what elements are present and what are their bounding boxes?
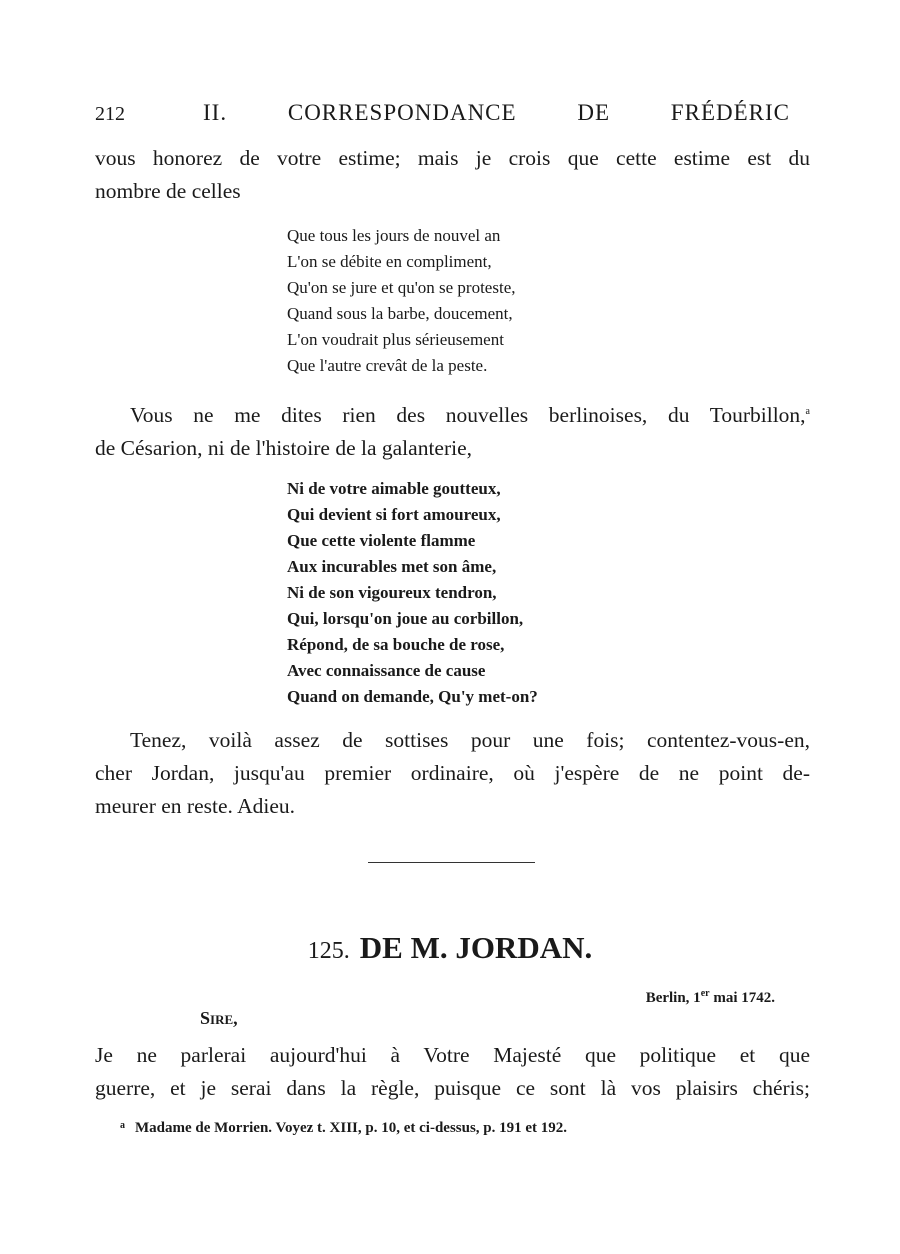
letter-number: 125.	[307, 938, 350, 964]
footnote	[120, 1120, 567, 1137]
running-title: II. CORRESPONDANCE DE FRÉDÉRIC	[203, 100, 790, 125]
verse-line: Répond, de sa bouche de rose,	[287, 635, 505, 654]
footnote-mark: a	[120, 1120, 125, 1131]
verse-line: Que cette violente flamme	[287, 531, 476, 550]
text-line: Je ne parlerai aujourd'hui à Votre Majesté que politique et que	[95, 1043, 810, 1067]
footnote-ref: a	[805, 405, 810, 417]
date-sup: er	[700, 988, 710, 999]
text-line	[130, 403, 810, 428]
verse-line: Quand on demande, Qu'y met-on?	[287, 687, 538, 706]
verse-line: Qui, lorsqu'on joue au corbillon,	[287, 609, 524, 628]
footnote-text: Madame de Morrien. Voyez t. XIII, p. 10, et ci-dessus, p. 191 et 192.	[135, 1120, 568, 1136]
date-text: Berlin, 1	[645, 990, 701, 1006]
verse-line: Quand sous la barbe, doucement,	[287, 304, 513, 323]
verse-line: Ni de votre aimable goutteux,	[287, 479, 501, 498]
section-divider	[368, 862, 535, 863]
salutation: Sire,	[200, 1008, 238, 1028]
text-line: de Césarion, ni de l'histoire de la galanterie,	[95, 436, 473, 460]
verse-line: Avec connaissance de cause	[287, 661, 486, 680]
verse-line: Que tous les jours de nouvel an	[287, 226, 501, 245]
text-line: vous honorez de votre estime; mais je crois que cette estime est du	[95, 146, 810, 170]
verse-line: L'on voudrait plus sérieusement	[287, 330, 504, 349]
page-number: 212	[95, 103, 125, 125]
text-line: cher Jordan, jusqu'au premier ordinaire, où j'espère de ne point de-	[95, 761, 810, 785]
text-line: meurer en reste. Adieu.	[95, 794, 295, 818]
verse-line: Ni de son vigoureux tendron,	[287, 583, 497, 602]
text: Vous ne me dites rien des nouvelles berlinoises, du Tourbillon,	[130, 403, 806, 427]
text-line: nombre de celles	[95, 179, 241, 203]
letter-title: DE M. JORDAN.	[359, 930, 593, 965]
verse-line: Que l'autre crevât de la peste.	[287, 356, 488, 375]
text-line: guerre, et je serai dans la règle, puisque ce sont là vos plaisirs chéris;	[95, 1076, 810, 1100]
text-line: Tenez, voilà assez de sottises pour une fois; contentez-vous-en,	[130, 728, 810, 752]
date-text: mai 1742.	[709, 990, 775, 1006]
verse-line: Aux incurables met son âme,	[287, 557, 497, 576]
letter-date	[646, 988, 775, 1007]
verse-line: Qui devient si fort amoureux,	[287, 505, 501, 524]
verse-line: L'on se débite en compliment,	[287, 252, 492, 271]
letter-heading	[0, 930, 900, 966]
verse-line: Qu'on se jure et qu'on se proteste,	[287, 278, 516, 297]
